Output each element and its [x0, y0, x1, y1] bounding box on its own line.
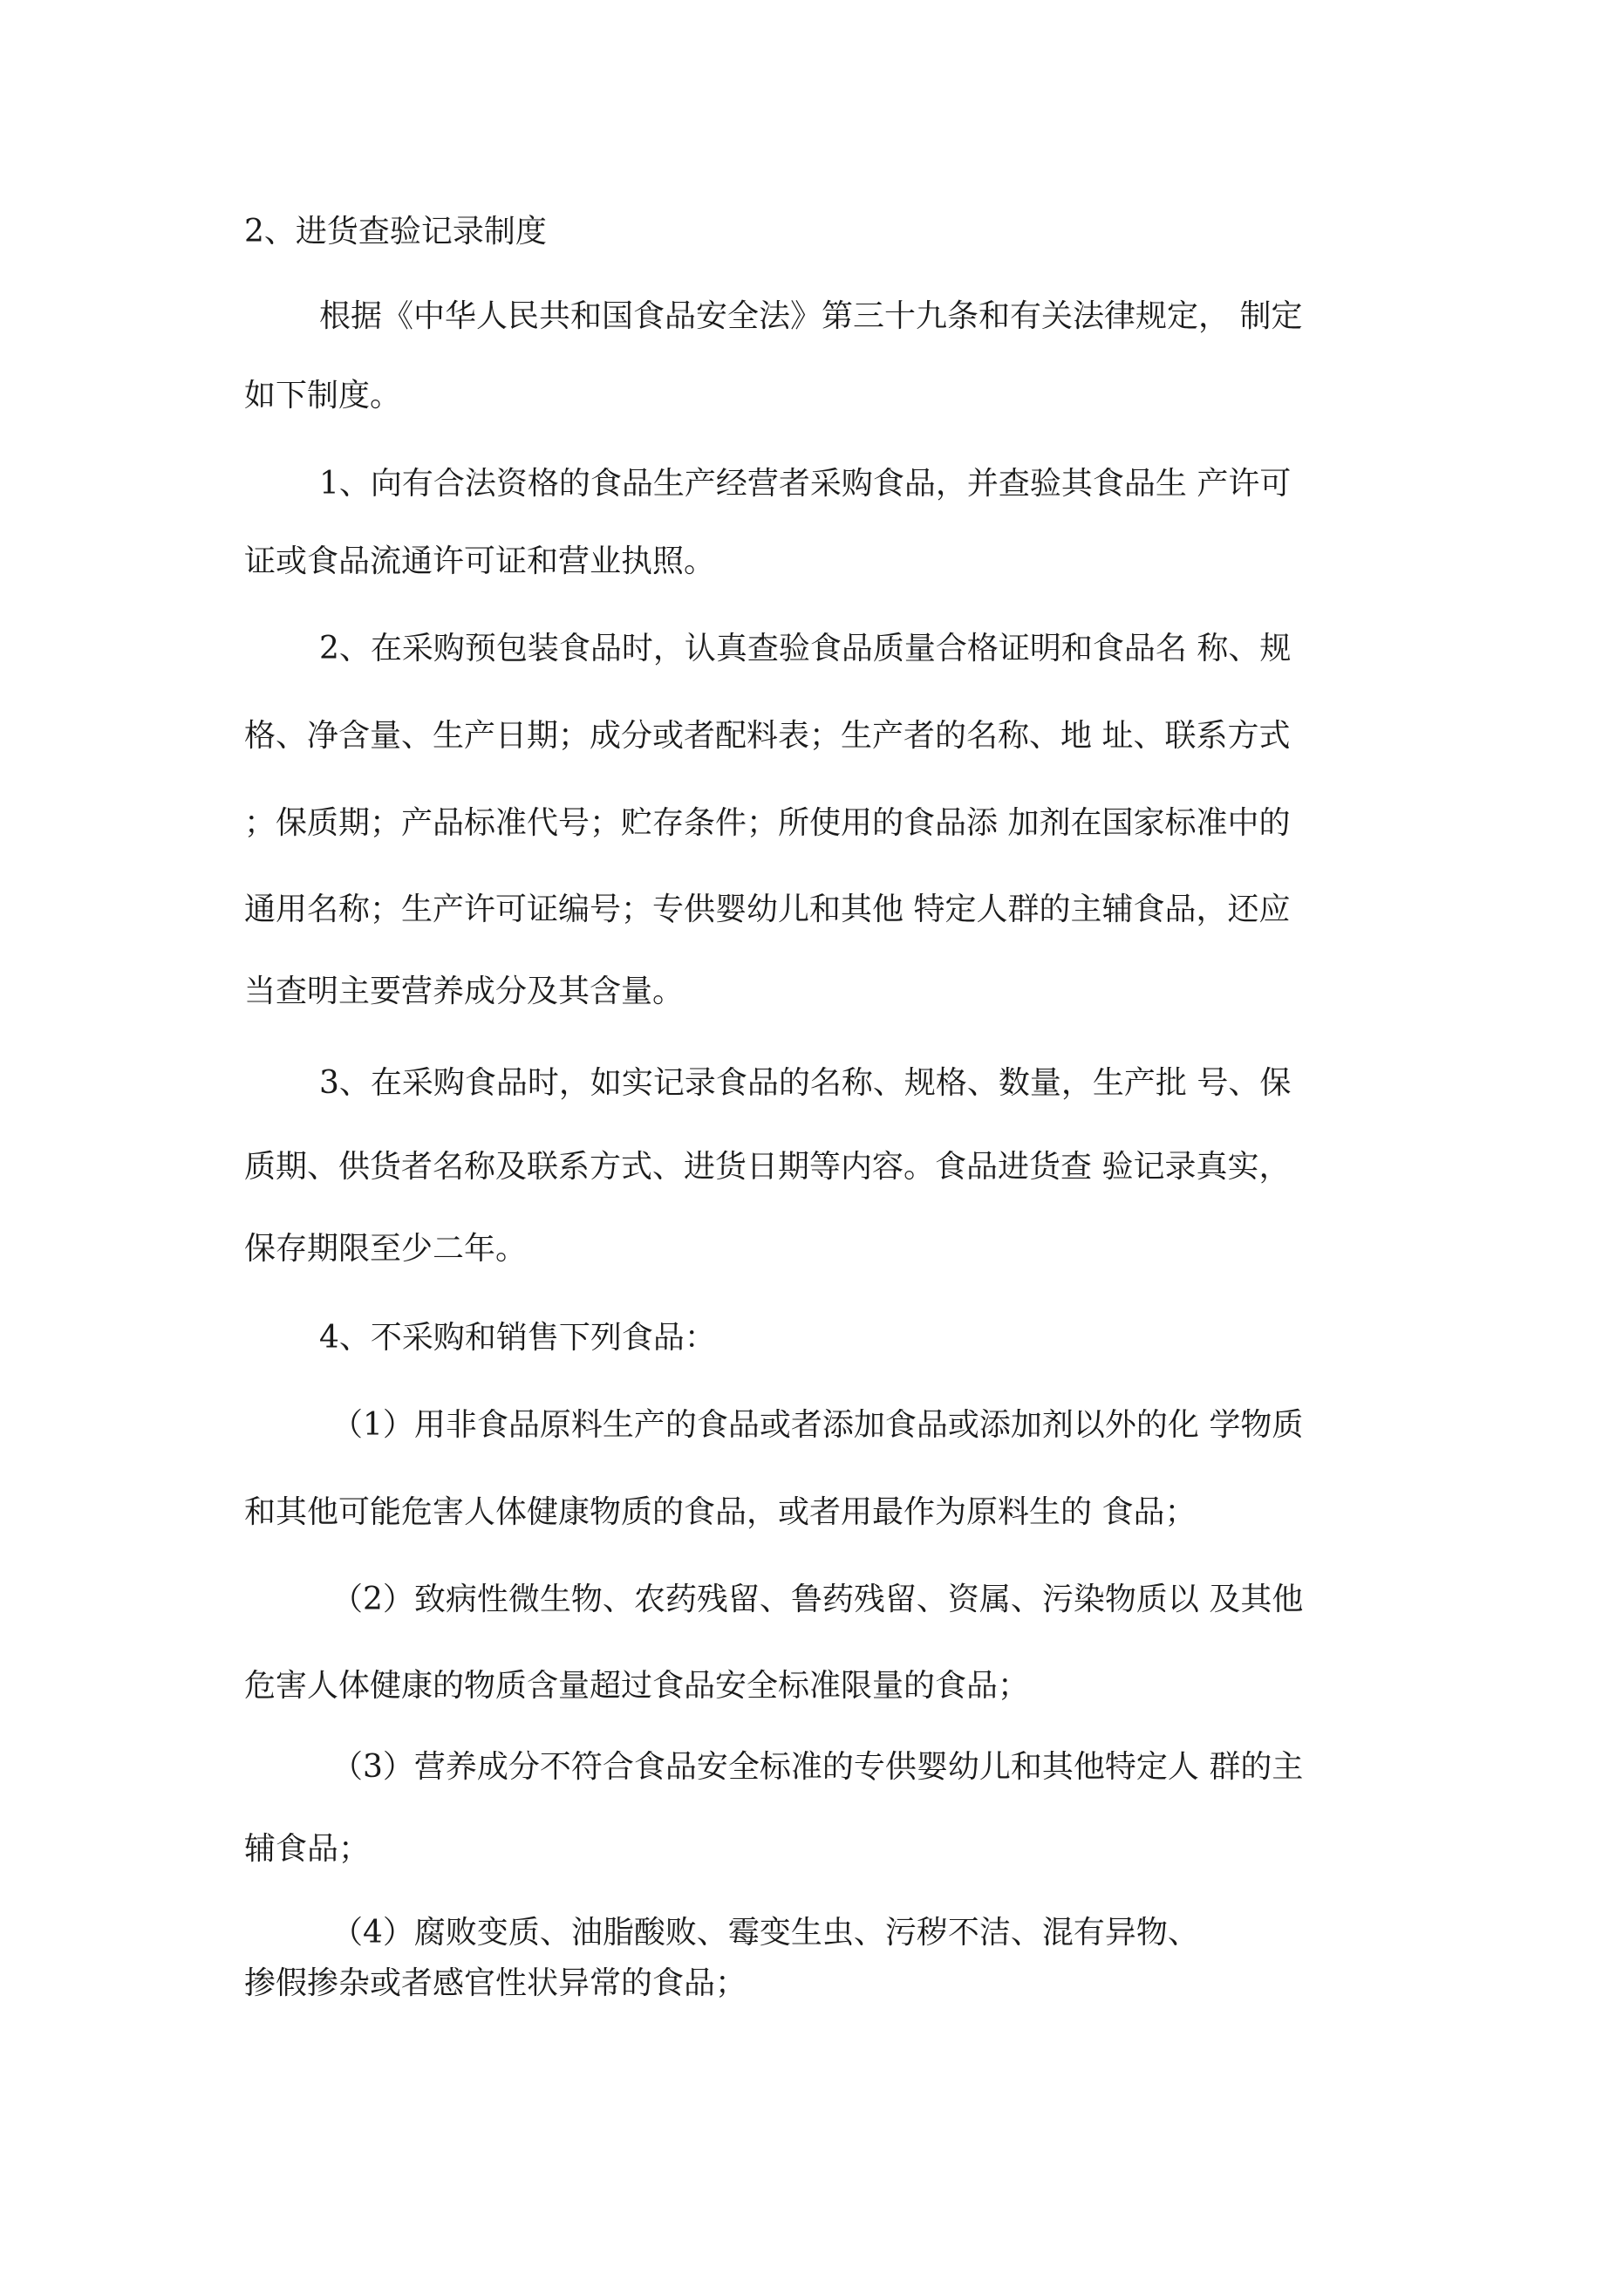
list-heading: 4、不采购和销售下列食品：	[319, 1320, 716, 1356]
paragraph-line: 格、净含量、生产日期；成分或者配料表；生产者的名称、地 址、联系方式	[244, 718, 1291, 754]
list-item-line: 掺假掺杂或者感官性状异常的食品；	[244, 1965, 747, 2001]
list-item-line: 和其他可能危害人体健康物质的食品，或者用最作为原料生的 食品；	[244, 1494, 1197, 1530]
paragraph-line: 当查明主要营养成分及其含量。	[244, 974, 685, 1009]
paragraph-line: 2、在采购预包装食品时，认真查验食品质量合格证明和食品名 称、规	[319, 631, 1292, 666]
section-heading: 2、进货查验记录制度	[244, 214, 547, 249]
paragraph-line: 通用名称；生产许可证编号；专供婴幼儿和其他 特定人群的主辅食品，还应	[244, 892, 1291, 927]
paragraph-line: ；保质期；产品标准代号；贮存条件；所使用的食品添 加剂在国家标准中的	[244, 805, 1291, 841]
paragraph-line: 保存期限至少二年。	[244, 1231, 528, 1267]
list-item-line: （3）营养成分不符合食品安全标准的专供婴幼儿和其他特定人 群的主	[331, 1749, 1304, 1785]
paragraph-line: 3、在采购食品时，如实记录食品的名称、规格、数量，生产批 号、保	[319, 1065, 1292, 1101]
paragraph-line: 证或食品流通许可证和营业执照。	[244, 543, 716, 579]
list-item-line: 危害人体健康的物质含量超过食品安全标准限量的食品；	[244, 1668, 1030, 1704]
paragraph-line: 质期、供货者名称及联系方式、进货日期等内容。食品进货查 验记录真实，	[244, 1149, 1291, 1185]
list-item-line: （2）致病性微生物、农药残留、鲁药残留、资属、污染物质以 及其他	[331, 1582, 1304, 1617]
paragraph-line: 1、向有合法资格的食品生产经营者采购食品，并查验其食品生 产许可	[319, 466, 1292, 502]
list-item-line: （1）用非食品原料生产的食品或者添加食品或添加剂以外的化 学物质	[331, 1407, 1304, 1443]
paragraph-line: 如下制度。	[244, 378, 402, 413]
paragraph-line: 根据《中华人民共和国食品安全法》第三十九条和有关法律规定， 制定	[319, 298, 1303, 334]
list-item-line: 辅食品；	[244, 1831, 371, 1867]
list-item-line: （4）腐败变质、油脂酸败、霉变生虫、污秽不洁、混有异物、	[331, 1915, 1199, 1951]
